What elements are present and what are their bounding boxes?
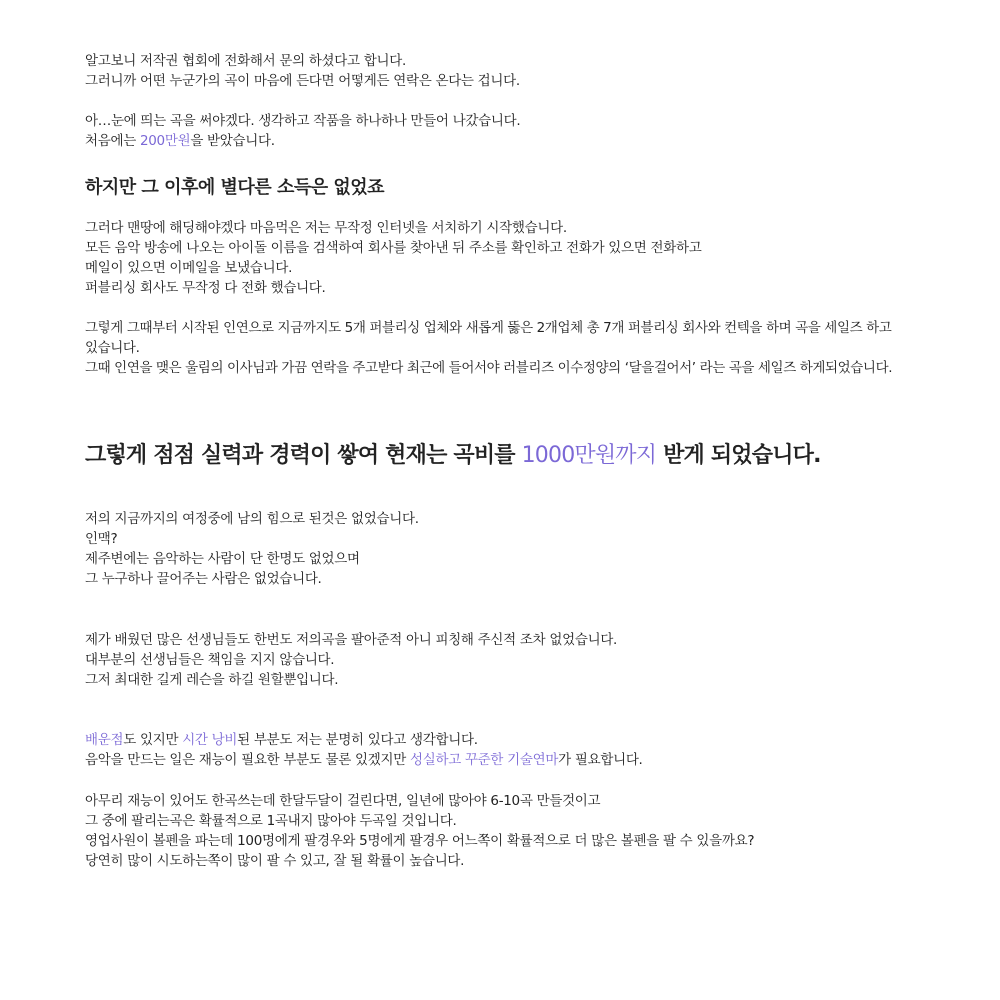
paragraph-search-start	[85, 218, 910, 298]
text-segment: 도 있지만	[123, 732, 183, 748]
text-line: 당연히 많이 시도하는쪽이 많이 팔 수 있고, 잘 될 확률이 높습니다.	[85, 853, 465, 869]
paragraph-publishing-partners	[85, 318, 910, 378]
text-line: 영업사원이 볼펜을 파는데 100명에게 팔경우와 5명에게 팔경우 어느쪽이 확률적으로 더 많은 볼펜을 팔 수 있을까요?	[85, 833, 755, 849]
text-line	[85, 131, 910, 151]
text-line: 모든 음악 방송에 나오는 아이돌 이름을 검색하여 회사를 찾아낸 뒤 주소를 확인하고 전화가 있으면 전화하고	[85, 240, 702, 256]
text-line: 그러니까 어떤 누군가의 곡이 마음에 든다면 어떻게든 연락은 온다는 겁니다.	[85, 73, 520, 89]
text-line: 제가 배웠던 많은 선생님들도 한번도 저의곡을 팔아준적 아니 피칭해 주신적 조차 없었습니다.	[85, 632, 618, 648]
text-line: 대부분의 선생님들은 책임을 지지 않습니다.	[85, 652, 335, 668]
text-line: 그 중에 팔리는곡은 확률적으로 1곡내지 많아야 두곡일 것입니다.	[85, 813, 457, 829]
highlight-time-waste: 시간 낭비	[182, 732, 238, 748]
text-line: 그 누구하나 끌어주는 사람은 없었습니다.	[85, 571, 322, 587]
heading-text: 받게 되었습니다.	[656, 443, 821, 468]
text-line: 제주변에는 음악하는 사람이 단 한명도 없었으며	[85, 551, 360, 567]
text-line: 아무리 재능이 있어도 한곡쓰는데 한달두달이 걸린다면, 일년에 많아야 6-10곡 만들것이고	[85, 793, 601, 809]
text-line	[85, 730, 910, 750]
main-heading	[85, 438, 910, 469]
text-paragraph: 그때 인연을 맺은 울림의 이사님과 가끔 연락을 주고받다 최근에 들어서야 러블리즈 이수정양의 ‘달을걸어서’ 라는 곡을 세일즈 하게되었습니다.	[85, 360, 893, 376]
text-line	[85, 750, 910, 770]
text-segment: 된 부분도 저는 분명히 있다고 생각합니다.	[237, 732, 478, 748]
text-line: 그러다 맨땅에 해딩해야겠다 마음먹은 저는 무작정 인터넷을 서치하기 시작했습니다.	[85, 220, 567, 236]
text-segment: 가 필요합니다.	[558, 752, 643, 768]
text-line: 저의 지금까지의 여정중에 남의 힘으로 된것은 없었습니다.	[85, 511, 419, 527]
paragraph-no-connections	[85, 509, 910, 589]
text-line: 그저 최대한 길게 레슨을 하길 원할뿐입니다.	[85, 672, 339, 688]
text-segment: 음악을 만드는 일은 재능이 필요한 부분도 물론 있겠지만	[85, 752, 410, 768]
text-line: 퍼블리싱 회사도 무작정 다 전화 했습니다.	[85, 280, 326, 296]
text-line: 아…눈에 띄는 곡을 써야겠다. 생각하고 작품을 하나하나 만들어 나갔습니다.	[85, 113, 521, 129]
text-line: 인맥?	[85, 531, 118, 547]
section-heading: 하지만 그 이후에 별다른 소득은 없었죠	[85, 177, 385, 198]
highlight-fee: 1000만원까지	[521, 443, 657, 468]
paragraph-teachers	[85, 630, 910, 690]
paragraph-first-payment	[85, 111, 910, 151]
highlight-amount: 200만원	[139, 133, 191, 149]
heading-text: 그렇게 점점 실력과 경력이 쌓여 현재는 곡비를	[85, 443, 522, 468]
text-line: 메일이 있으면 이메일을 보냈습니다.	[85, 260, 293, 276]
highlight-practice: 성실하고 꾸준한 기술연마	[409, 752, 559, 768]
paragraph-lessons-learned	[85, 730, 910, 770]
text-paragraph: 그렇게 그때부터 시작된 인연으로 지금까지도 5개 퍼블리싱 업체와 새롭게 뚫은 2개업체 총 7개 퍼블리싱 회사와 컨텍을 하며 곡을 세일즈 하고 있습니다.	[85, 320, 892, 356]
highlight-learned: 배운점	[85, 732, 124, 748]
text-segment: 을 받았습니다.	[190, 133, 275, 149]
paragraph-probability	[85, 791, 910, 871]
text-line: 알고보니 저작권 협회에 전화해서 문의 하셨다고 합니다.	[85, 53, 406, 69]
paragraph-phone-inquiry	[85, 51, 910, 91]
text-segment: 처음에는	[85, 133, 140, 149]
